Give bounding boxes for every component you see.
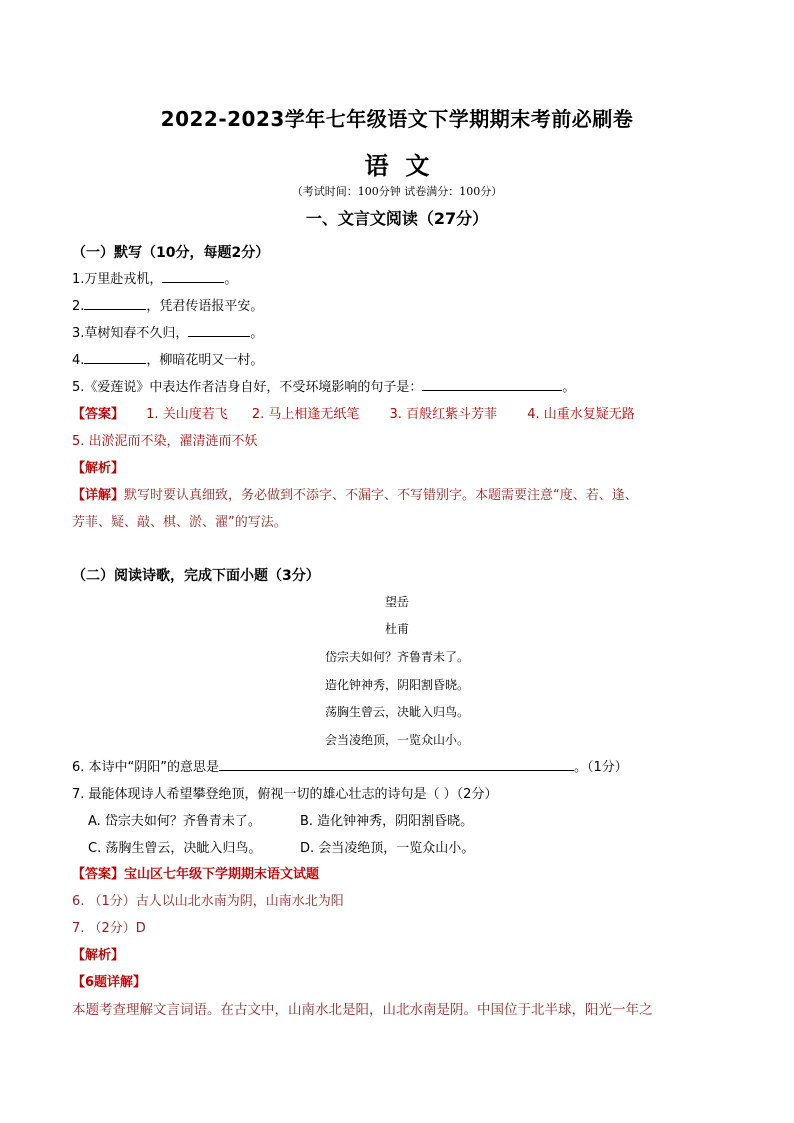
poem-line: 荡胸生曾云，决眦入归鸟。 <box>324 705 469 719</box>
answer-4: 4. 山重水复疑无路 <box>527 407 635 422</box>
question-1 <box>72 268 237 287</box>
poem-title: 望岳 <box>384 595 409 609</box>
answer-source: 【答案】宝山区七年级下学期期末语文试题 <box>72 867 320 882</box>
answer-tag: 【答案】 <box>72 407 125 422</box>
option-d: D. 会当凌绝顶，一览众山小。 <box>300 841 475 856</box>
section1-heading: 一、文言文阅读（27分） <box>305 209 489 228</box>
q5-text: 5.《爱莲说》中表达作者洁身自好，不受环境影响的句子是： <box>72 380 423 395</box>
detail-line-1 <box>72 484 638 503</box>
answer-6: 6. （1分）古人以山北水南为阴，山南水北为阳 <box>72 894 344 909</box>
part2-heading: （二）阅读诗歌，完成下面小题（3分） <box>72 568 320 584</box>
analysis-tag: 【解析】 <box>72 461 125 476</box>
poem-line: 岱宗夫如何？齐鲁青未了。 <box>324 650 469 664</box>
detail6-tag: 【6题详解】 <box>72 975 147 990</box>
answer-5: 5. 出淤泥而不染，濯清涟而不妖 <box>72 434 258 449</box>
answer-3: 3. 百般红紫斗芳菲 <box>389 407 498 422</box>
question-7: 7. 最能体现诗人希望攀登绝顶，俯视一切的雄心壮志的诗句是（ ）（2分） <box>72 787 498 802</box>
poem-line: 造化钟神秀，阴阳割昏晓。 <box>324 678 469 692</box>
q6-blank <box>219 757 574 771</box>
question-2 <box>72 295 263 314</box>
detail-tag: 【详解】 <box>72 488 125 503</box>
q6-end: 。（1分） <box>574 760 628 775</box>
answer-1: 1. 关山度若飞 <box>146 407 228 422</box>
q3-end: 。 <box>250 326 264 341</box>
q3-blank <box>188 323 250 337</box>
paper-title: 2022-2023学年七年级语文下学期期末考前必刷卷 <box>160 107 634 131</box>
answer-2: 2. 马上相逢无纸笔 <box>251 407 360 422</box>
q5-end: 。 <box>562 380 576 395</box>
q1-text: 1.万里赴戎机， <box>72 272 163 287</box>
option-b: B. 造化钟神秀，阴阳割昏晓。 <box>300 814 474 829</box>
q2-text: ，凭君传语报平安。 <box>146 299 264 314</box>
question-3 <box>72 322 263 341</box>
q4-blank <box>84 350 146 364</box>
detail6-text: 本题考查理解文言词语。在古文中，山南水北是阳，山北水南是阴。中国位于北半球，阳光一年之 <box>72 1002 653 1018</box>
exam-info: （考试时间：100分钟 试卷满分：100分） <box>291 185 503 198</box>
q3-text: 3.草树知春不久归， <box>72 326 189 341</box>
detail-line-2: 芳菲、疑、敲、棋、淤、濯”的写法。 <box>72 515 287 530</box>
subject-title: 语 文 <box>364 151 430 180</box>
part1-heading: （一）默写（10分，每题2分） <box>72 245 270 261</box>
question-6 <box>72 756 628 775</box>
analysis-tag-2: 【解析】 <box>72 948 125 963</box>
q4-text: ，柳暗花明又一村。 <box>146 353 264 368</box>
poem-author: 杜甫 <box>384 622 409 636</box>
q4-num: 4. <box>72 353 85 368</box>
answer-7: 7. （2分）D <box>72 921 146 936</box>
question-4 <box>72 349 263 368</box>
detail-text-1: 默写时要认真细致，务必做到不添字、不漏字、不写错别字。本题需要注意“度、若、逢、 <box>124 488 638 503</box>
q2-num: 2. <box>72 299 85 314</box>
q1-blank <box>162 269 224 283</box>
q5-blank <box>422 377 562 391</box>
answer-row <box>72 403 635 422</box>
q1-end: 。 <box>224 272 238 287</box>
question-5 <box>72 376 575 395</box>
option-c: C. 荡胸生曾云，决眦入归鸟。 <box>88 841 262 856</box>
poem-line: 会当凌绝顶，一览众山小。 <box>324 733 469 747</box>
q6-text: 6. 本诗中“阴阳”的意思是 <box>72 760 220 775</box>
option-a: A. 岱宗夫如何？齐鲁青未了。 <box>88 814 261 829</box>
q2-blank <box>84 296 146 310</box>
